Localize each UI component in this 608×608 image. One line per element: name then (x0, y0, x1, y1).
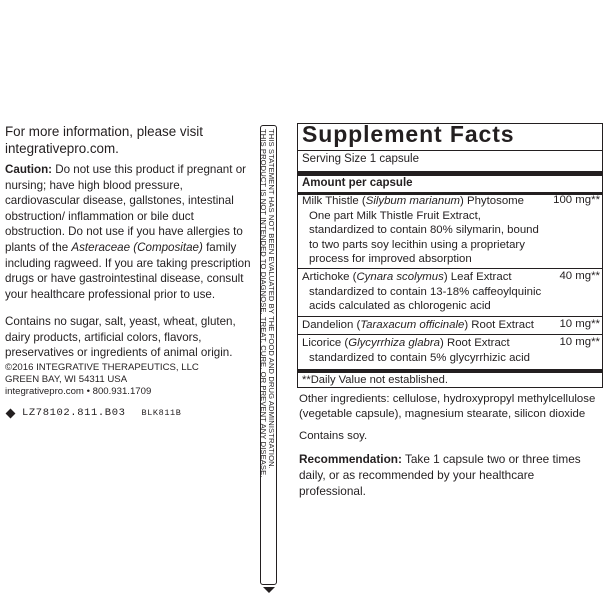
copyright-line: ©2016 INTEGRATIVE THERAPEUTICS, LLC (5, 362, 199, 373)
row-divider (297, 268, 603, 269)
arrow-down-icon (263, 587, 275, 593)
ingredient-name: Artichoke (Cynara scolymus) Leaf Extract (302, 271, 512, 283)
contact-line: integrativepro.com • 800.931.1709 (5, 386, 152, 397)
daily-value-note: **Daily Value not established. (302, 374, 448, 386)
ingredient-detail: standardized to contain 5% glycyrrhizic acid (309, 351, 530, 364)
facts-title-rule (297, 150, 603, 151)
more-info-text: For more information, please visit integrativepro.com. (5, 124, 203, 156)
address-line: GREEN BAY, WI 54311 USA (5, 374, 128, 385)
ingredient-detail: One part Milk Thistle Fruit Extract, standardized to contain 80% silymarin, bound to two parts soy lecithin using a proprietary process for improved absorption (309, 209, 539, 266)
other-ingredients: Other ingredients: cellulose, hydroxypropyl methylcellulose (vegetable capsule), magnesium stearate, silicon dioxide (299, 393, 596, 420)
diamond-icon (6, 408, 16, 418)
ingredient-dandelion (302, 318, 542, 333)
contains-no-text: Contains no sugar, salt, yeast, wheat, gluten, dairy products, artificial colors, flavors, preservatives or ingredients of animal origin. (5, 315, 236, 360)
ingredient-amount: 10 mg** (559, 318, 600, 330)
ingredient-milk-thistle (302, 194, 542, 267)
disclaimer-line-2: THIS PRODUCT IS NOT INTENDED TO DIAGNOSE, TREAT, CURE, OR PREVENT ANY DISEASE. (259, 129, 268, 478)
ingredient-name: Milk Thistle (Silybum marianum) Phytosome (302, 195, 524, 207)
ingredient-licorice (302, 336, 542, 365)
row-divider (297, 334, 603, 335)
caution-label: Caution: (5, 163, 53, 176)
ingredient-name: Licorice (Glycyrrhiza glabra) Root Extract (302, 337, 510, 349)
caution-text-2: family including ragweed. If you are taking prescription drugs or have gastrointestinal disease, consult your healthcare professional prior to use. (5, 240, 251, 301)
recommendation (299, 451, 599, 499)
amount-header: Amount per capsule (302, 177, 413, 189)
ingredient-name: Dandelion (Taraxacum officinale) Root Extract (302, 319, 534, 331)
contains-soy: Contains soy. (299, 430, 368, 442)
caution-paragraph (5, 162, 253, 302)
ingredient-detail: standardized to contain 13-18% caffeoylquinic acids calculated as chlorogenic acid (309, 285, 542, 313)
facts-title: Supplement Facts (302, 121, 515, 147)
ingredient-amount: 100 mg** (553, 194, 600, 206)
ingredient-amount: 10 mg** (559, 336, 600, 348)
lot-line (5, 407, 181, 419)
ingredient-amount: 40 mg** (559, 270, 600, 282)
serving-thick-rule (297, 171, 603, 176)
recommendation-label: Recommendation: (299, 452, 402, 466)
caution-text-1: Do not use this product if pregnant or nursing; have high blood pressure, cardiovascular disease, gallstones, intestinal obstruction/ inflammation or bile duct obstruction. Do not use if you have allergies to plants of the (5, 163, 247, 254)
company-info (5, 362, 255, 398)
disclaimer-line-1: THIS STATEMENT HAS NOT BEEN EVALUATED BY THE FOOD AND DRUG ADMINISTRATION. (267, 129, 276, 469)
row-divider (297, 316, 603, 317)
recommendation-text: Take 1 capsule two or three times daily, or as recommended by your healthcare professional. (299, 452, 581, 498)
ingredient-artichoke (302, 270, 542, 314)
blk-code: BLK811B (141, 408, 182, 418)
lot-code: LZ78102.811.B03 (22, 407, 126, 419)
serving-size: Serving Size 1 capsule (302, 153, 419, 165)
caution-plant-family: Asteraceae (Compositae) (71, 240, 203, 254)
bottom-thick-rule (297, 369, 603, 373)
